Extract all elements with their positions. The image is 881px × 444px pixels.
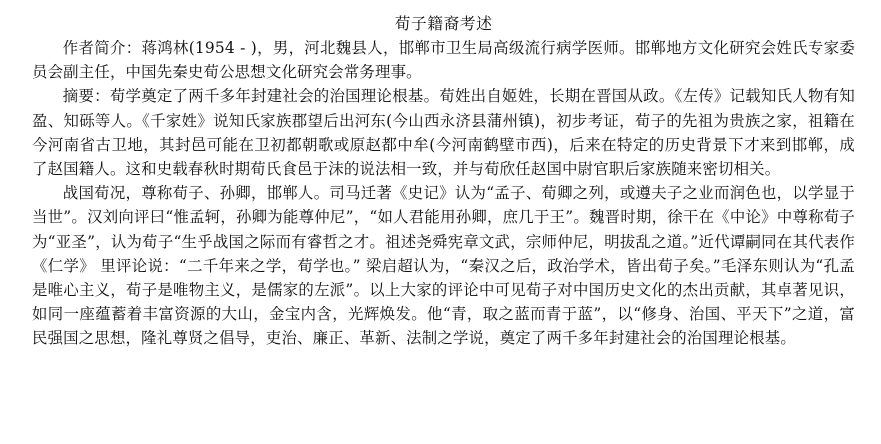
- author-text: 蒋鸿林(1954 - )，男，河北魏县人，邯郸市卫生局高级流行病学医师。邯郸地方文化研究会姓氏专家委员会副主任，中国先秦史荀公思想文化研究会常务理事。: [32, 39, 855, 82]
- document-title: 荀子籍裔考述: [394, 14, 493, 33]
- body-paragraph: 战国荀况，尊称荀子、孙卿，邯郸人。司马迁著《史记》认为“孟子、荀卿之列，或遵夫子之业而润色也，以学显于当世”。汉刘向评曰“惟孟轲，孙卿为能尊仲尼”，“如人君能用孙卿，庶几于王”。魏晋时期，徐干在《中论》中尊称荀子为“亚圣”，认为荀子“生乎战国之际而有睿哲之才。祖述尧舜宪章文武，宗师仲尼，明拔乱之道。”近代谭嗣同在其代表作《仁学》 里评论说：“二千年来之学，荀学也。” 梁启超认为，“秦汉之后，政治学术，皆出荀子矣。”毛泽东则认为“孔孟是唯心主义，荀子是唯物主义，是儒家的左派”。以上大家的评论中可见荀子对中国历史文化的杰出贡献，其卓著见识，如同一座蕴蓄着丰富资源的大山，金宝内含，光辉焕发。他“青，取之蓝而青于蓝”，以“修身、治国、平天下”之道，富民强国之思想，隆礼尊贤之倡导，吏治、廉正、革新、法制之学说，奠定了两千多年封建社会的治国理论根基。: [32, 184, 855, 348]
- author-label: 作者简介：: [62, 39, 142, 57]
- abstract-paragraph: [32, 84, 855, 181]
- abstract-label: 摘要：: [62, 87, 110, 106]
- author-paragraph: [32, 36, 855, 84]
- abstract-text: 荀学奠定了两千多年封建社会的治国理论根基。荀姓出自姬姓，长期在晋国从政。《左传》记载知氏人物有知盈、知砾等人。《千家姓》说知氏家族郡望后出河东(今山西永济县蒲州镇)，初步考证，荀子的先祖为贵族之家，祖籍在今河南省古卫地，其封邑可能在卫初都朝歌或原赵都中牟(今河南鹤壁市西)，后来在特定的历史背景下才来到邯郸，成了赵国籍人。这和史载春秋时期荀氏食邑于沫的说法相一致，并与荀欣任赵国中尉官职后家族随来密切相关。: [32, 87, 855, 179]
